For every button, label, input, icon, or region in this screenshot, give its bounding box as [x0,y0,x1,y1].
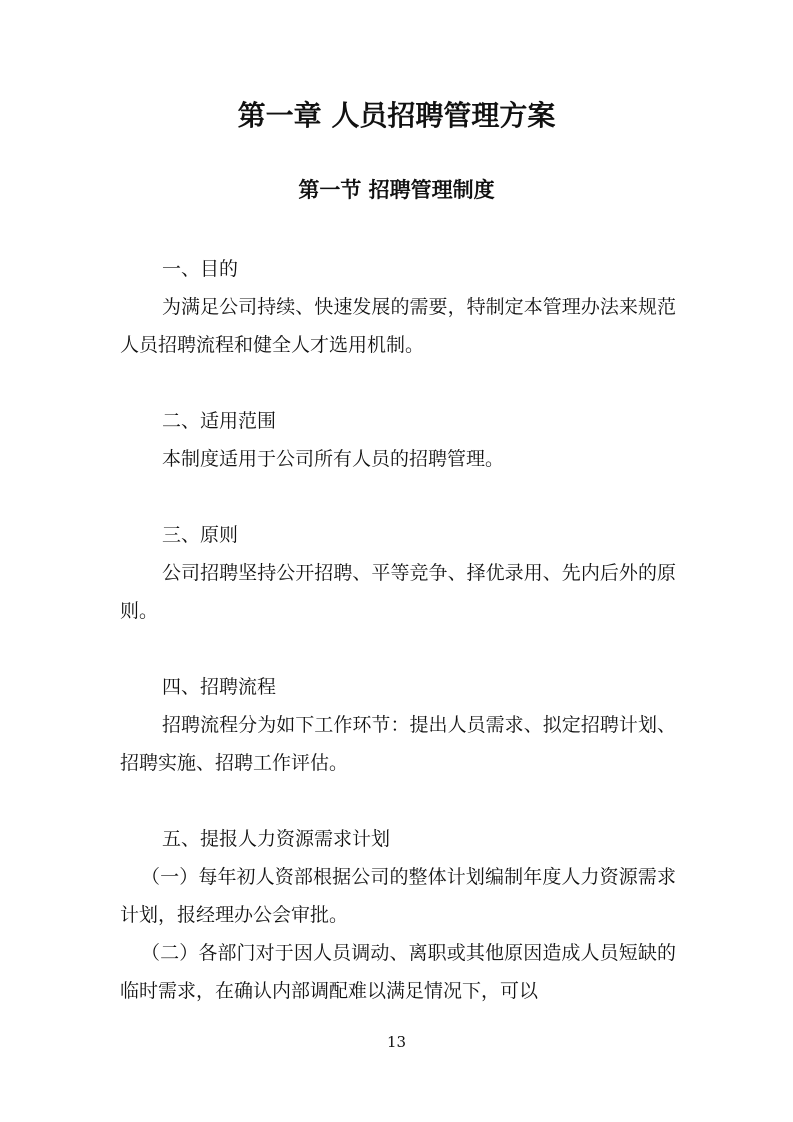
paragraph-scope: 本制度适用于公司所有人员的招聘管理。 [162,448,505,470]
page-number: 13 [386,1033,407,1051]
section-title: 第一节 招聘管理制度 [298,178,495,202]
chapter-title: 第一章 人员招聘管理方案 [237,99,556,132]
paragraph-process: 招聘流程分为如下工作环节：提出人员需求、拟定招聘计划、招聘实施、招聘工作评估。 [120,714,676,774]
heading-hr-plan: 五、提报人力资源需求计划 [162,828,391,850]
heading-scope: 二、适用范围 [162,410,277,432]
document-body [120,250,676,1010]
paragraph-spacer [120,782,676,820]
heading-principles: 三、原则 [162,524,239,546]
paragraph-spacer [120,364,676,402]
heading-process: 四、招聘流程 [162,676,277,698]
paragraph-spacer [120,478,676,516]
paragraph-principles: 公司招聘坚持公开招聘、平等竞争、择优录用、先内后外的原则。 [120,562,676,622]
paragraph-purpose: 为满足公司持续、快速发展的需要，特制定本管理办法来规范人员招聘流程和健全人才选用机制。 [120,296,676,356]
paragraph-hr-plan-annual: （一）每年初人资部根据公司的整体计划编制年度人力资源需求计划，报经理办公会审批。 [120,866,676,926]
heading-purpose: 一、目的 [162,258,239,280]
paragraph-spacer [120,630,676,668]
paragraph-hr-plan-temporary: （二）各部门对于因人员调动、离职或其他原因造成人员短缺的临时需求，在确认内部调配难以满足情况下，可以 [120,942,676,1002]
